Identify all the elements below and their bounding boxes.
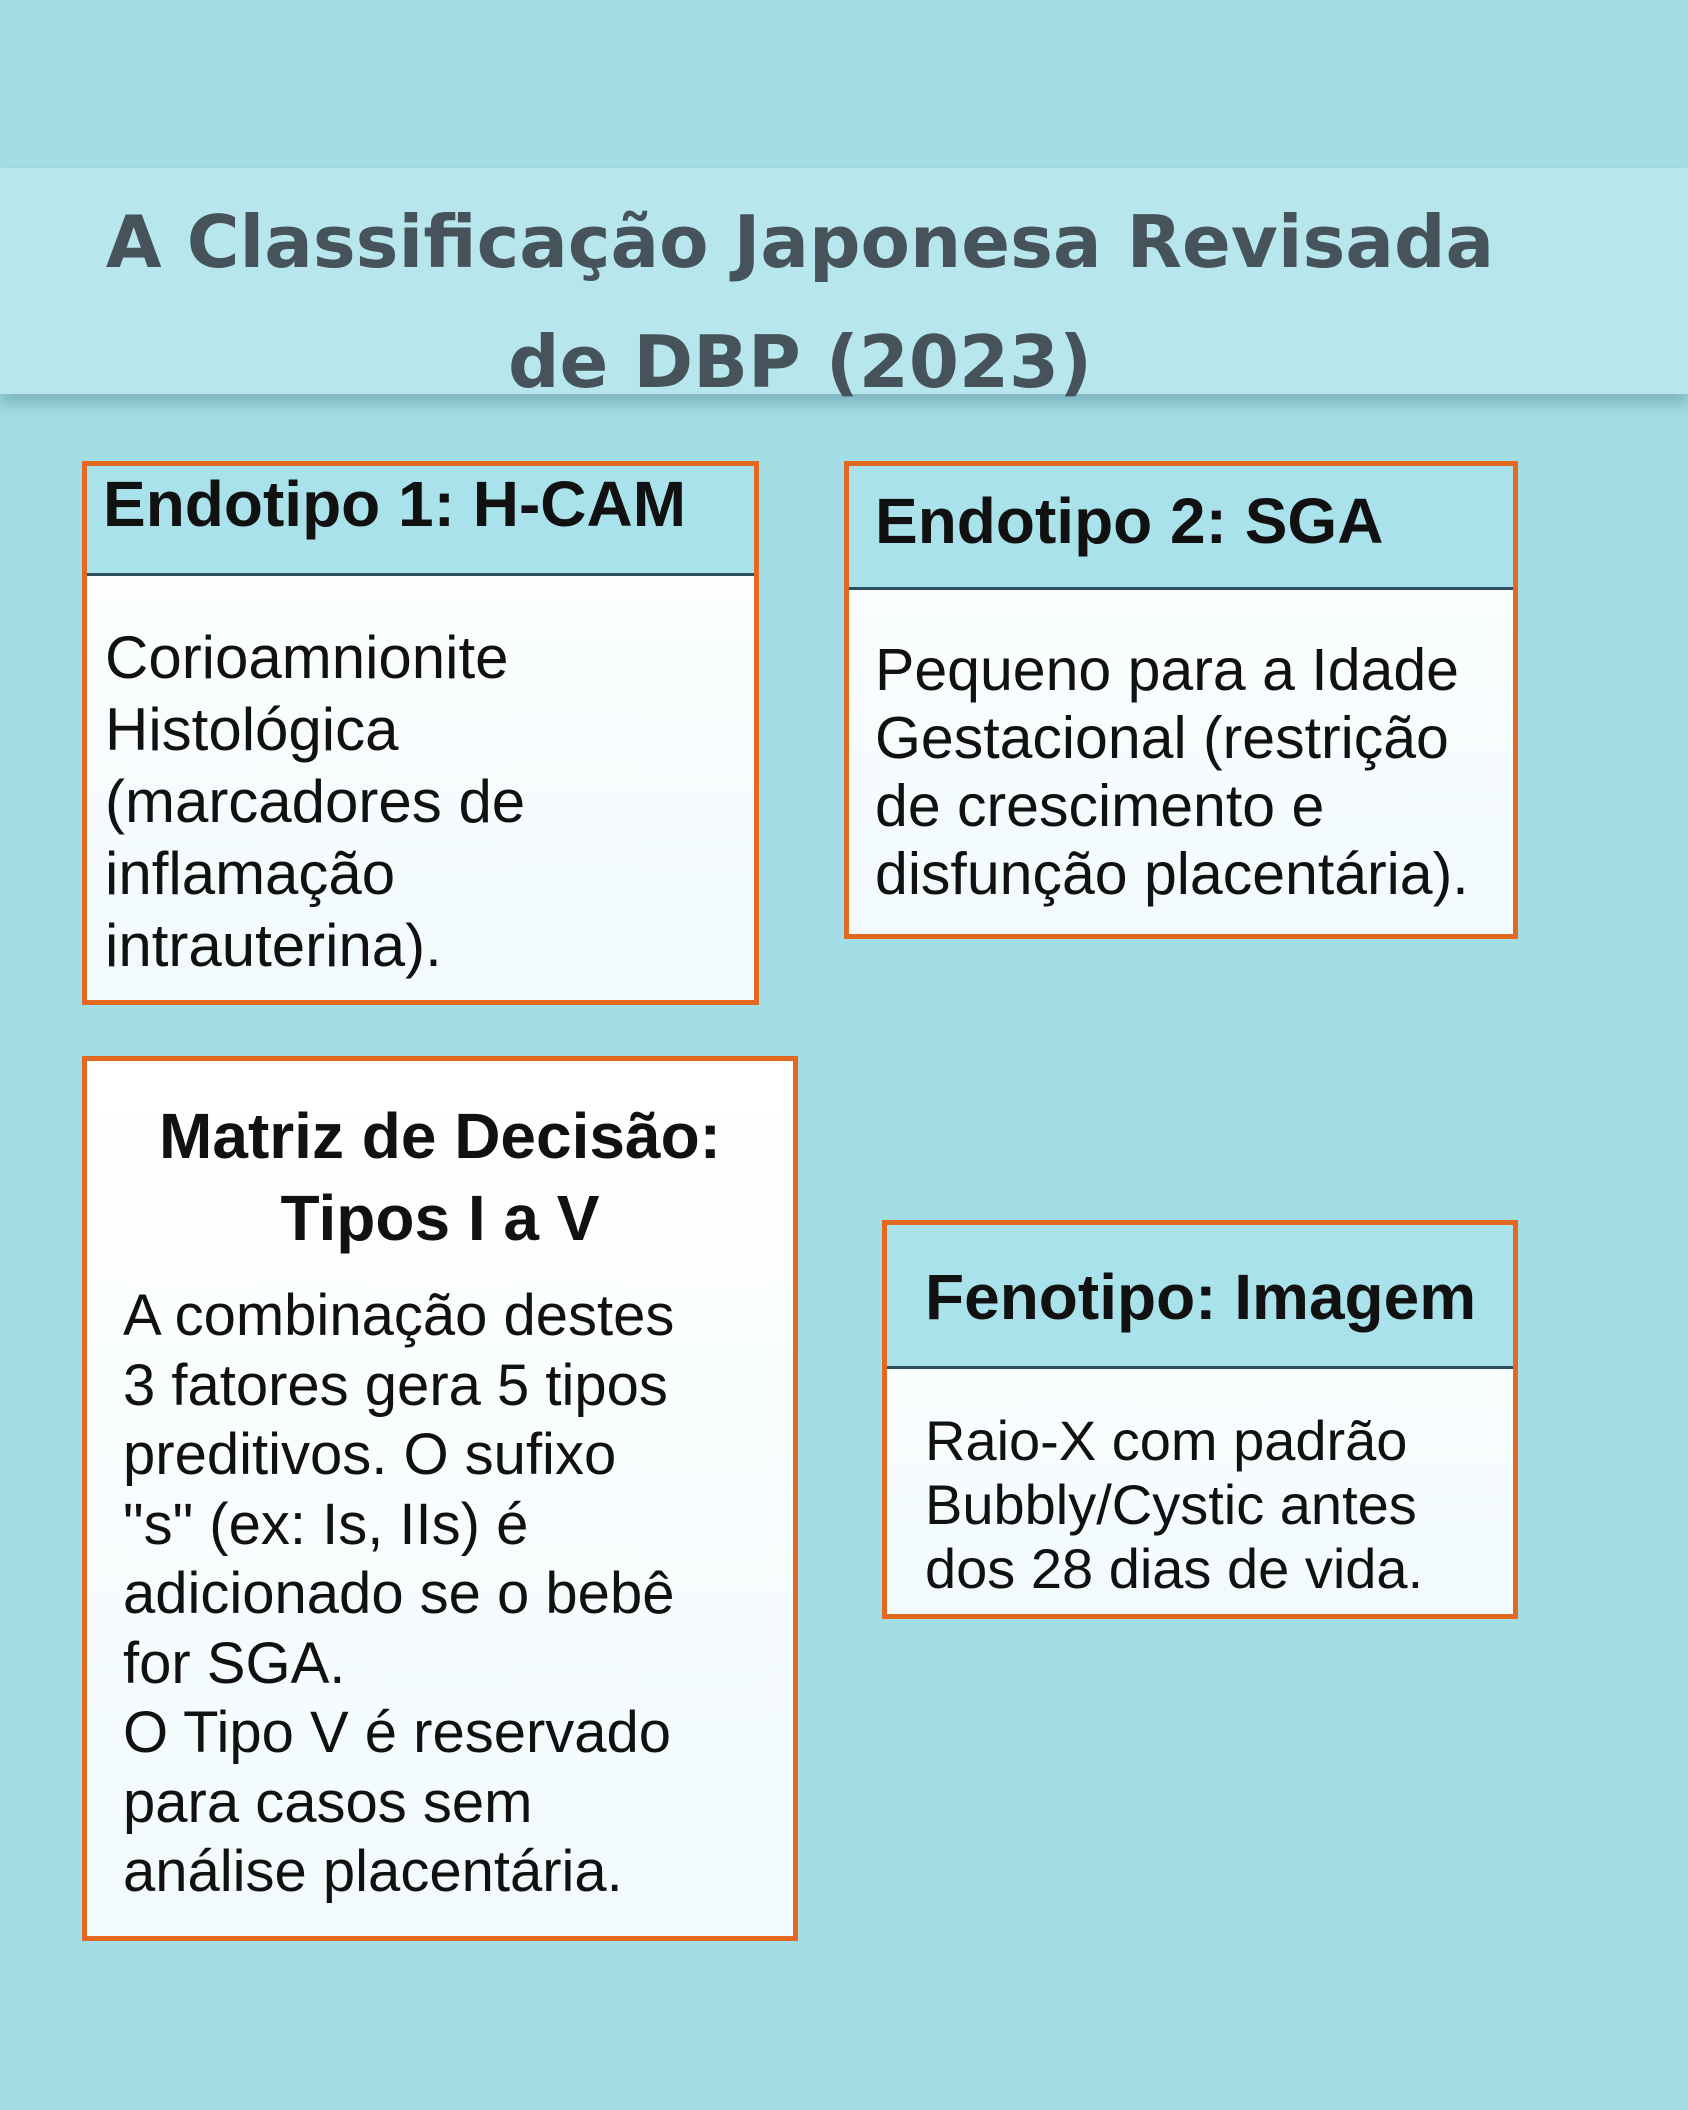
- decision-matrix-heading: [87, 1061, 793, 1259]
- decision-matrix-description: A combinação destes 3 fatores gera 5 tipos preditivos. O sufixo "s" (ex: Is, IIs) é adicionado se o bebê for SGA. O Tipo V é reservado para casos sem análise placentária.: [123, 1283, 675, 1904]
- decision-matrix-heading-line-1: Matriz de Decisão:: [159, 1100, 721, 1172]
- phenotype-description: Raio-X com padrão Bubbly/Cystic antes dos 28 dias de vida.: [925, 1409, 1424, 1600]
- decision-matrix-heading-line-2: Tipos I a V: [280, 1182, 600, 1254]
- endotype-2-heading: Endotipo 2: SGA: [849, 466, 1513, 590]
- phenotype-card: [882, 1220, 1518, 1619]
- endotype-1-heading: Endotipo 1: H-CAM: [87, 466, 754, 576]
- endotype-2-description: Pequeno para a Idade Gestacional (restrição de crescimento e disfunção placentária).: [875, 637, 1469, 907]
- endotype-1-card: [82, 461, 759, 1005]
- decision-matrix-card: [82, 1056, 798, 1941]
- page-title: [0, 182, 1600, 422]
- title-banner: [0, 168, 1688, 404]
- page-title-line-1: A Classificação Japonesa Revisada: [105, 200, 1495, 284]
- endotype-1-description: Corioamnionite Histológica (marcadores de inflamação intrauterina).: [105, 624, 526, 979]
- page-title-line-2: de DBP (2023): [507, 320, 1093, 404]
- endotype-2-card: [844, 461, 1518, 939]
- phenotype-heading: Fenotipo: Imagem: [887, 1225, 1513, 1369]
